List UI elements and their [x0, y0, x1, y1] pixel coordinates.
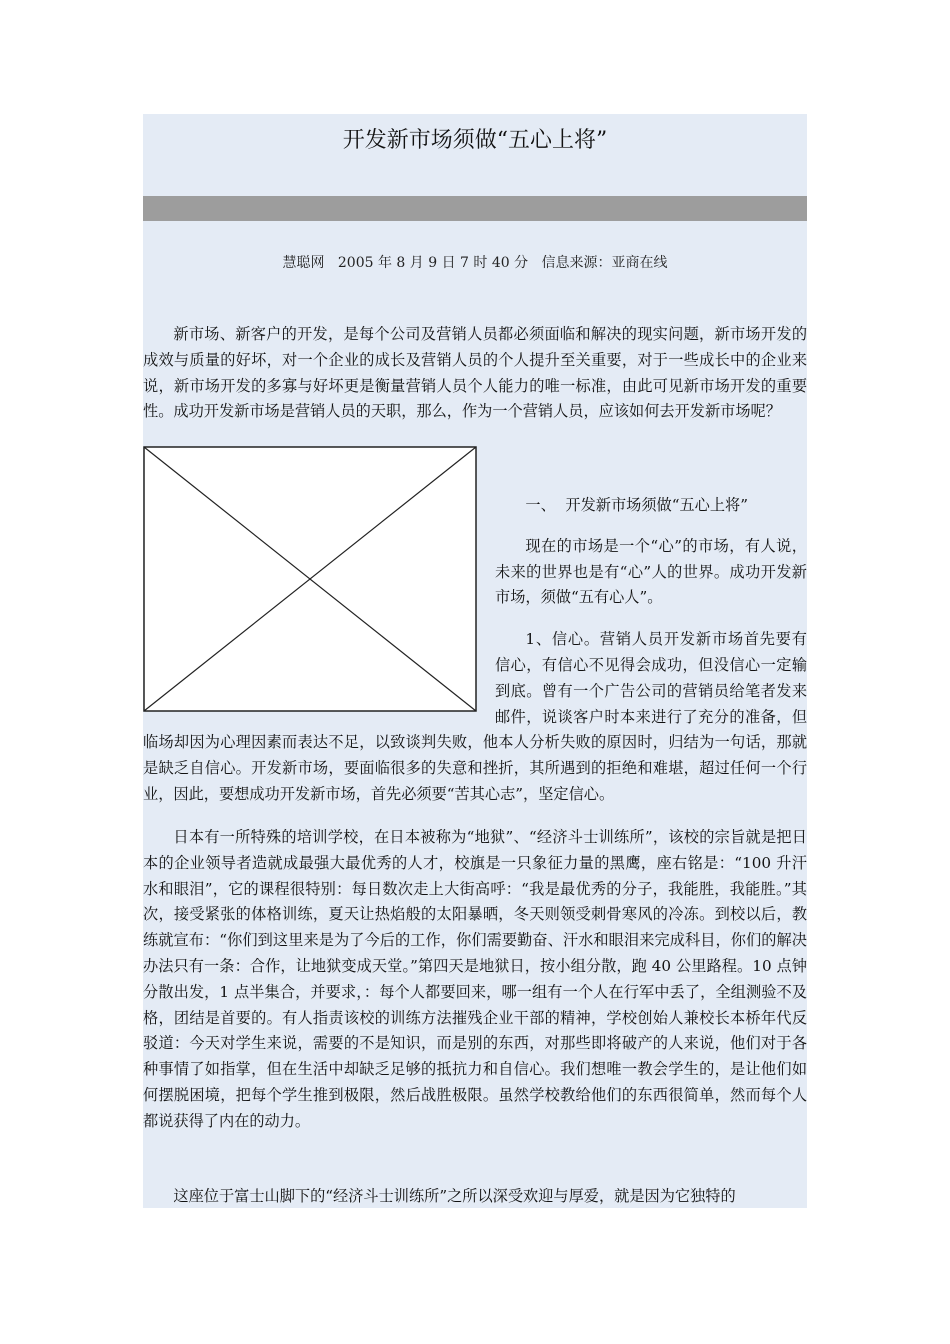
- intro-paragraph: 新市场、新客户的开发，是每个公司及营销人员都必须面临和解决的现实问题，新市场开发的成效与质量的好坏，对一个企业的成长及营销人员的个人提升至关重要，对于一些成长中的企业来说，新市场开发的多寡与好坏更是衡量营销人员个人能力的唯一标准，由此可见新市场开发的重要性。成功开发新市场是营销人员的天职，那么，作为一个营销人员，应该如何去开发新市场呢？: [143, 325, 807, 421]
- image-placeholder-icon: [143, 446, 477, 712]
- school-paragraph: 日本有一所特殊的培训学校，在日本被称为“地狱”、“经济斗士训练所”，该校的宗旨就是把日本的企业领导者造就成最强大最优秀的人才，校旗是一只象征力量的黑鹰，座右铭是：“100 升汗水和眼泪”，它的课程很特别：每日数次走上大街高呼：“我是最优秀的分子，我能胜，我能胜。”其次，接受紧张的体格训练，夏天让热焰般的太阳暴晒，冬天则领受刺骨寒风的冷冻。到校以后，教练就宣布：“你们到这里来是为了今后的工作，你们需要勤奋、汗水和眼泪来完成科目，你们的解决办法只有一条：合作，让地狱变成天堂。”第四天是地狱日，按小组分散，跑 40 公里路程。10 点钟分散出发，1 点半集合，并要求，：每个人都要回来，哪一组有一个人在行军中丢了，全组测验不及格，团结是首要的。有人指责该校的训练方法摧残企业干部的精神，学校创始人兼校长本桥年代反驳道：今天对学生来说，需要的不是知识，而是别的东西，对那些即将破产的人来说，他们对于各种事情了如指掌，但在生活中却缺乏足够的抵抗力和自信心。我们想唯一教会学生的，是让他们如何摆脱困境，把每个学生推到极限，然后战胜极限。虽然学校教给他们的东西很简单，然而每个人都说获得了内在的动力。: [143, 828, 807, 1130]
- section-heading: 一、 开发新市场须做“五心上将”: [525, 496, 749, 514]
- header-bar: [143, 196, 807, 221]
- article-meta: 慧聪网 2005 年 8 月 9 日 7 时 40 分 信息来源：亚商在线: [282, 255, 668, 271]
- market-paragraph: 现在的市场是一个“心”的市场，有人说，未来的世界也是有“心”人的世界。成功开发新市场，须做“五有心人”。: [495, 536, 807, 607]
- broken-image-graphic: [143, 446, 477, 712]
- figure-with-text: [143, 446, 807, 808]
- article-title: 开发新市场须做“五心上将”: [342, 128, 608, 153]
- confidence-paragraph: 1、信心。营销人员开发新市场首先要有信心，有信心不见得会成功，但没信心一定输到底。曾有一个广告公司的营销员给笔者发来邮件，说谈客户时本来进行了充分的准备，但临场却因为心理因素而表达不足，以致谈判失败，他本人分析失败的原因时，归结为一句话，那就是缺乏自信心。开发新市场，要面临很多的失意和挫折，其所遇到的拒绝和难堪，超过任何一个行业，因此，要想成功开发新市场，首先必须要“苦其心志”，坚定信心。: [143, 630, 807, 803]
- closing-paragraph: 这座位于富士山脚下的“经济斗士训练所”之所以深受欢迎与厚爱，就是因为它独特的: [173, 1187, 736, 1205]
- article-page: [143, 114, 807, 1208]
